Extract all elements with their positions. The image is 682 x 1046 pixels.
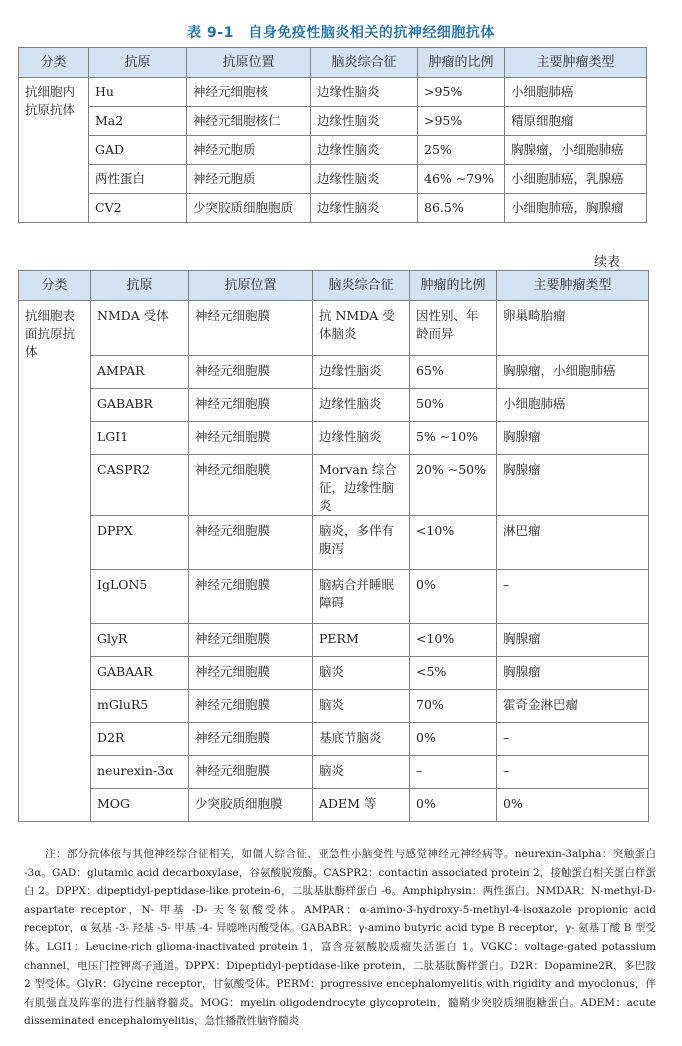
- location-cell: 神经元细胞膜: [189, 389, 313, 422]
- antigen-cell: neurexin-3α: [91, 756, 189, 789]
- ratio-cell: 86.5%: [418, 194, 505, 223]
- tumor-cell: 卵巢畸胎瘤: [497, 301, 649, 356]
- table-row: [19, 690, 649, 723]
- footnote: 注：部分抗体依与其他神经综合征相关，如僵人综合征、亚急性小脑变性与感觉神经元神经病等。neurexin-3alpha：突触蛋白 -3α。GAD：glutamic acid decarboxylase，谷氨酸脱羧酶。CASPR2：contactin associated protein 2，接触蛋白相关蛋白样蛋白 2。DPPX：dipeptidyl-peptidase-like protein-6，二肽基肽酶样蛋白 -6。Amphiphysin：两性蛋白。NMDAR：N-methyl-D-aspartate receptor，N- 甲基 -D- 天冬氨酸受体。AMPAR：α-amino-3-hydroxy-5-methyl-4-isoxazole propionic acid receptor，α 氨基 -3- 羟基 -5- 甲基 -4- 异噁唑丙酸受体。GABABR：γ-amino butyric acid type B receptor，γ- 氨基丁酸 B 型受体。LGI1：Leucine-rich glioma-inactivated protein 1，富含亮氨酸胶质瘤失活蛋白 1。VGKC：voltage-gated potassium channel，电压门控钾离子通道。DPPX：Dipeptidyl-peptidase-like protein，二肽基肽酶样蛋白。D2R：Dopamine2R，多巴胺 2 型受体。GlyR：Glycine receptor，甘氨酸受体。PERM：progressive encephalomyelitis with rigidity and myoclonus，伴有肌强直及阵挛的进行性脑脊髓炎。MOG：myelin oligodendrocyte glycoprotein，髓鞘少突胶质细胞糖蛋白。ADEM：acute disseminated encephalomyelitis，急性播散性脑脊髓炎: [24, 848, 656, 1028]
- antigen-cell: DPPX: [91, 516, 189, 570]
- tumor-cell: 小细胞肺癌，乳腺癌: [505, 165, 647, 194]
- syndrome-cell: 边缘性脑炎: [311, 194, 418, 223]
- syndrome-cell: PERM: [313, 624, 410, 657]
- continued-label: 续表: [593, 255, 620, 270]
- syndrome-cell: 脑炎: [313, 657, 410, 690]
- location-cell: 神经元细胞膜: [189, 455, 313, 516]
- tumor-cell: 胸腺瘤: [497, 624, 649, 657]
- table-row: [19, 78, 647, 107]
- tumor-cell: –: [497, 570, 649, 624]
- antigen-cell: D2R: [91, 723, 189, 756]
- antigen-cell: 两性蛋白: [89, 165, 187, 194]
- location-cell: 神经元细胞膜: [189, 356, 313, 389]
- location-cell: 神经元细胞膜: [189, 422, 313, 455]
- location-cell: 神经元细胞膜: [189, 657, 313, 690]
- ratio-cell: 65%: [410, 356, 497, 389]
- table-body: [19, 301, 649, 822]
- antigen-cell: CASPR2: [91, 455, 189, 516]
- syndrome-cell: 边缘性脑炎: [311, 165, 418, 194]
- header-ratio: 肿瘤的比例: [410, 271, 497, 301]
- tumor-cell: 精原细胞瘤: [505, 107, 647, 136]
- antigen-cell: NMDA 受体: [91, 301, 189, 356]
- table-body: [19, 78, 647, 223]
- table-intracellular: [18, 47, 647, 223]
- tumor-cell: 胸腺瘤，小细胞肺癌: [505, 136, 647, 165]
- table-row: [19, 657, 649, 690]
- ratio-cell: 46% ~79%: [418, 165, 505, 194]
- tumor-cell: 胸腺瘤: [497, 455, 649, 516]
- antigen-cell: GAD: [89, 136, 187, 165]
- table-header-row: [19, 271, 649, 301]
- location-cell: 神经元细胞膜: [189, 756, 313, 789]
- antigen-cell: AMPAR: [91, 356, 189, 389]
- ratio-cell: 70%: [410, 690, 497, 723]
- header-category: 分类: [19, 271, 91, 301]
- location-cell: 神经元细胞膜: [189, 301, 313, 356]
- tumor-cell: –: [497, 756, 649, 789]
- location-cell: 神经元细胞膜: [189, 516, 313, 570]
- syndrome-cell: 脑炎，多伴有腹泻: [313, 516, 410, 570]
- location-cell: 神经元细胞膜: [189, 624, 313, 657]
- location-cell: 少突胶质细胞胞质: [187, 194, 311, 223]
- ratio-cell: <10%: [410, 624, 497, 657]
- location-cell: 神经元细胞膜: [189, 690, 313, 723]
- table-row: [19, 107, 647, 136]
- header-ratio: 肿瘤的比例: [418, 48, 505, 78]
- table-row: [19, 516, 649, 570]
- header-category: 分类: [19, 48, 89, 78]
- antigen-cell: GlyR: [91, 624, 189, 657]
- table-row: [19, 723, 649, 756]
- tumor-cell: 胸腺瘤，小细胞肺癌: [497, 356, 649, 389]
- tumor-cell: 小细胞肺癌: [505, 78, 647, 107]
- category-cell: 抗细胞内抗原抗体: [19, 78, 89, 223]
- syndrome-cell: 抗 NMDA 受体脑炎: [313, 301, 410, 356]
- syndrome-cell: 脑炎: [313, 756, 410, 789]
- syndrome-cell: 边缘性脑炎: [313, 389, 410, 422]
- table-row: [19, 301, 649, 356]
- table-row: [19, 194, 647, 223]
- syndrome-cell: 边缘性脑炎: [313, 422, 410, 455]
- ratio-cell: <5%: [410, 657, 497, 690]
- antigen-cell: Ma2: [89, 107, 187, 136]
- header-tumor: 主要肿瘤类型: [505, 48, 647, 78]
- table-row: [19, 136, 647, 165]
- ratio-cell: >95%: [418, 107, 505, 136]
- antigen-cell: GABABR: [91, 389, 189, 422]
- header-location: 抗原位置: [189, 271, 313, 301]
- table-title: 表 9-1 自身免疫性脑炎相关的抗神经细胞抗体: [187, 25, 495, 41]
- ratio-cell: 因性别、年龄而异: [410, 301, 497, 356]
- header-antigen: 抗原: [89, 48, 187, 78]
- syndrome-cell: 边缘性脑炎: [313, 356, 410, 389]
- ratio-cell: 0%: [410, 570, 497, 624]
- location-cell: 神经元细胞核仁: [187, 107, 311, 136]
- tumor-cell: 霍奇金淋巴瘤: [497, 690, 649, 723]
- antigen-cell: MOG: [91, 789, 189, 822]
- tumor-cell: 淋巴瘤: [497, 516, 649, 570]
- table-row: [19, 165, 647, 194]
- ratio-cell: 50%: [410, 389, 497, 422]
- ratio-cell: 5% ~10%: [410, 422, 497, 455]
- location-cell: 神经元细胞膜: [189, 570, 313, 624]
- header-syndrome: 脑炎综合征: [311, 48, 418, 78]
- syndrome-cell: Morvan 综合征，边缘性脑炎: [313, 455, 410, 516]
- tumor-cell: 小细胞肺癌: [497, 389, 649, 422]
- ratio-cell: 0%: [410, 789, 497, 822]
- tumor-cell: 胸腺瘤: [497, 657, 649, 690]
- tumor-cell: 0%: [497, 789, 649, 822]
- ratio-cell: 0%: [410, 723, 497, 756]
- table-row: [19, 570, 649, 624]
- table-surface: [18, 270, 649, 822]
- location-cell: 神经元胞质: [187, 136, 311, 165]
- header-antigen: 抗原: [91, 271, 189, 301]
- ratio-cell: >95%: [418, 78, 505, 107]
- syndrome-cell: 边缘性脑炎: [311, 107, 418, 136]
- header-tumor: 主要肿瘤类型: [497, 271, 649, 301]
- location-cell: 神经元细胞核: [187, 78, 311, 107]
- tumor-cell: 小细胞肺癌，胸腺瘤: [505, 194, 647, 223]
- ratio-cell: 20% ~50%: [410, 455, 497, 516]
- syndrome-cell: 基底节脑炎: [313, 723, 410, 756]
- table-row: [19, 455, 649, 516]
- ratio-cell: 25%: [418, 136, 505, 165]
- location-cell: 神经元胞质: [187, 165, 311, 194]
- tumor-cell: –: [497, 723, 649, 756]
- category-cell: 抗细胞表面抗原抗体: [19, 301, 91, 822]
- syndrome-cell: ADEM 等: [313, 789, 410, 822]
- antigen-cell: IgLON5: [91, 570, 189, 624]
- syndrome-cell: 脑炎: [313, 690, 410, 723]
- ratio-cell: –: [410, 756, 497, 789]
- ratio-cell: <10%: [410, 516, 497, 570]
- table-row: [19, 389, 649, 422]
- antigen-cell: mGluR5: [91, 690, 189, 723]
- antigen-cell: GABAAR: [91, 657, 189, 690]
- location-cell: 神经元细胞膜: [189, 723, 313, 756]
- syndrome-cell: 边缘性脑炎: [311, 78, 418, 107]
- table-row: [19, 756, 649, 789]
- header-syndrome: 脑炎综合征: [313, 271, 410, 301]
- tumor-cell: 胸腺瘤: [497, 422, 649, 455]
- table-row: [19, 356, 649, 389]
- syndrome-cell: 脑病合并睡眠障碍: [313, 570, 410, 624]
- table-header-row: [19, 48, 647, 78]
- antigen-cell: Hu: [89, 78, 187, 107]
- table-row: [19, 789, 649, 822]
- antigen-cell: LGI1: [91, 422, 189, 455]
- antigen-cell: CV2: [89, 194, 187, 223]
- table-row: [19, 624, 649, 657]
- header-location: 抗原位置: [187, 48, 311, 78]
- table-row: [19, 422, 649, 455]
- location-cell: 少突胶质细胞膜: [189, 789, 313, 822]
- syndrome-cell: 边缘性脑炎: [311, 136, 418, 165]
